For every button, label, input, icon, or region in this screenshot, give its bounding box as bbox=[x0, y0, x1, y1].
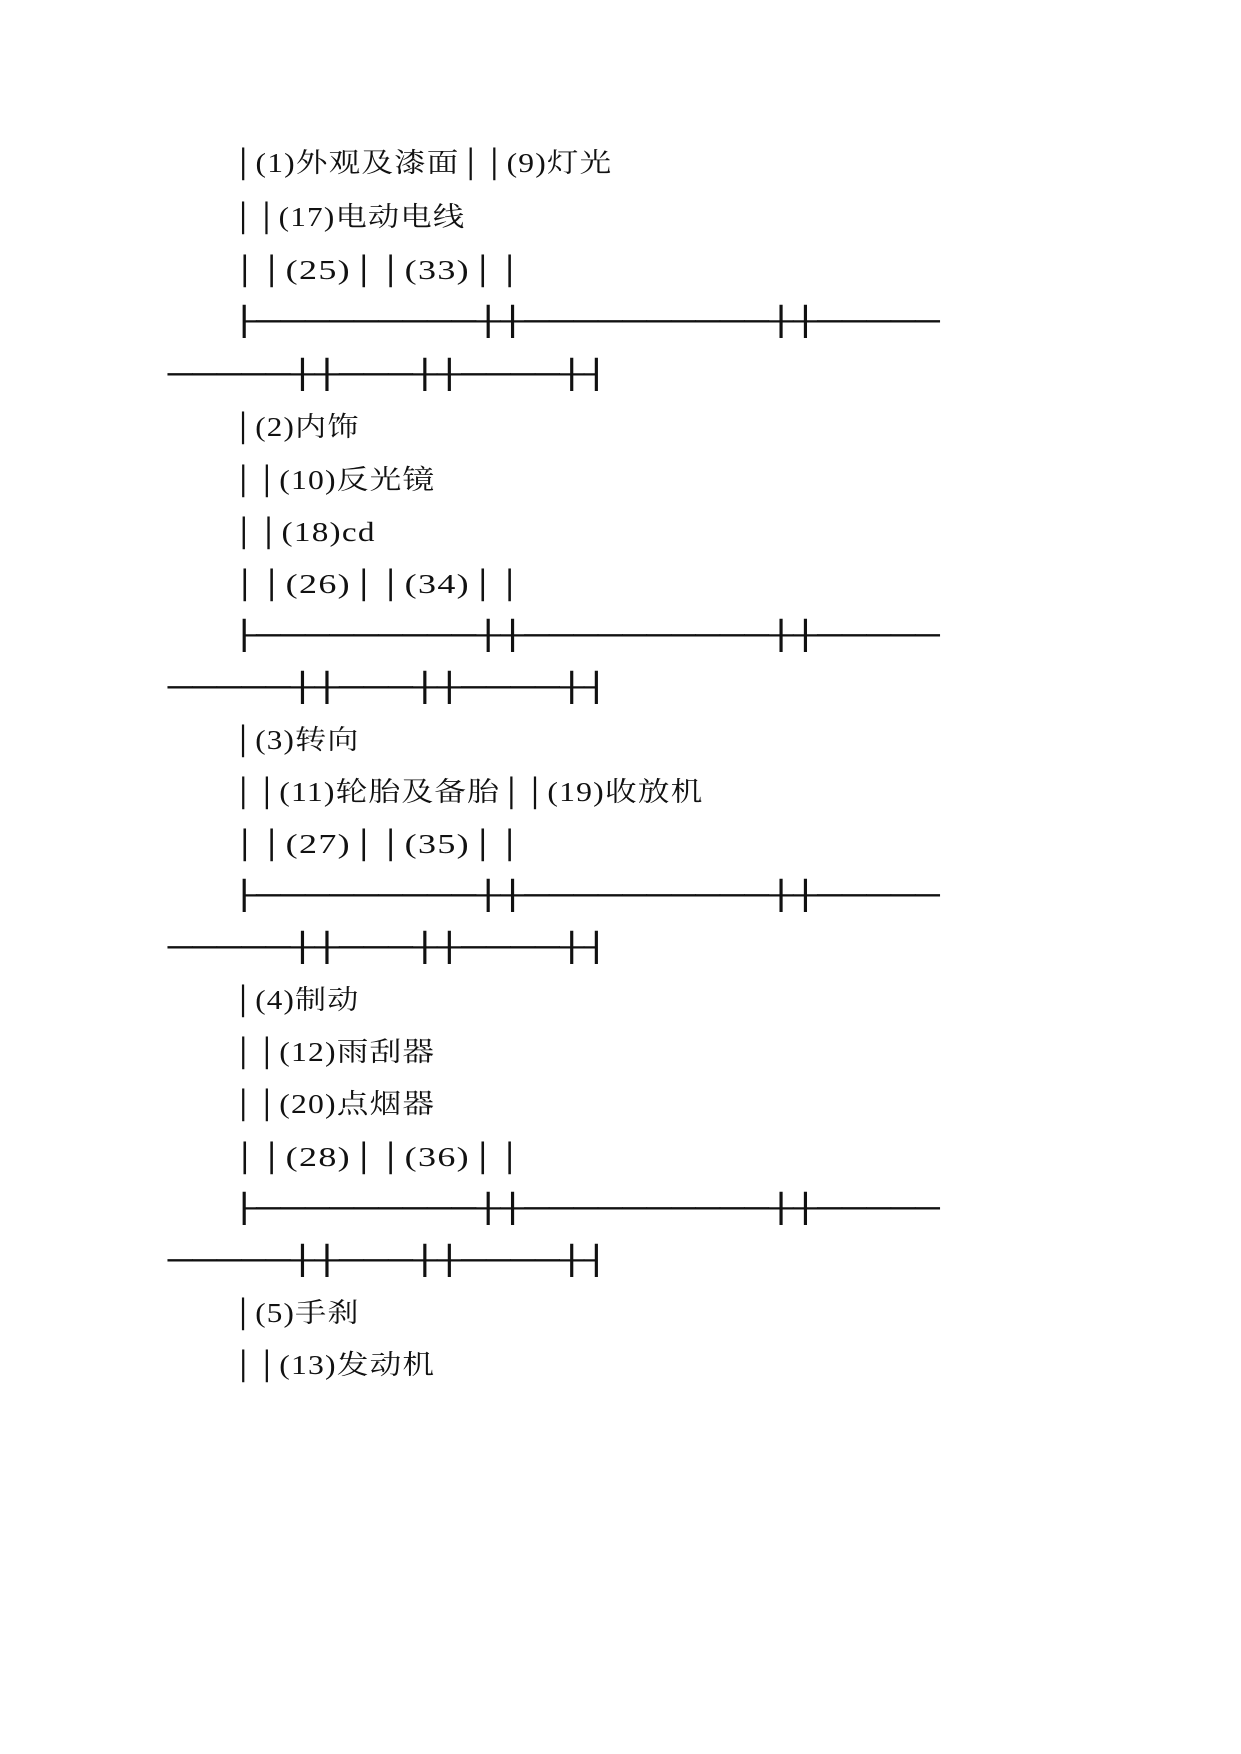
item-line: ││(25)││(33)││ bbox=[232, 255, 524, 285]
table-border-line: ─────┼┼───┼┼────┼┤ bbox=[168, 1244, 609, 1277]
item-line: │(4)制动 bbox=[232, 985, 360, 1015]
item-line: ││(11)轮胎及备胎││(19)收放机 bbox=[232, 777, 704, 807]
table-border-line: ├─────────┼┼──────────┼┼───── bbox=[232, 619, 940, 652]
item-line: ││(17)电动电线 bbox=[232, 202, 466, 232]
item-line: ││(26)││(34)││ bbox=[232, 569, 524, 599]
table-border-line: ─────┼┼───┼┼────┼┤ bbox=[168, 931, 609, 964]
item-line: ││(20)点烟器 bbox=[232, 1089, 436, 1119]
table-border-line: ├─────────┼┼──────────┼┼───── bbox=[232, 305, 940, 338]
item-line: ││(12)雨刮器 bbox=[232, 1037, 436, 1067]
item-line: ││(18)cd bbox=[232, 517, 376, 547]
item-line: │(5)手刹 bbox=[232, 1298, 360, 1328]
item-line: │(2)内饰 bbox=[232, 412, 360, 442]
table-border-line: ├─────────┼┼──────────┼┼───── bbox=[232, 1192, 940, 1225]
table-border-line: ├─────────┼┼──────────┼┼───── bbox=[232, 879, 940, 912]
table-border-line: ─────┼┼───┼┼────┼┤ bbox=[168, 358, 609, 391]
item-line: │(1)外观及漆面││(9)灯光 bbox=[232, 148, 613, 178]
item-line: │(3)转向 bbox=[232, 725, 360, 755]
item-line: ││(28)││(36)││ bbox=[232, 1142, 524, 1172]
item-line: ││(13)发动机 bbox=[232, 1350, 436, 1380]
table-border-line: ─────┼┼───┼┼────┼┤ bbox=[168, 671, 609, 704]
item-line: ││(10)反光镜 bbox=[232, 465, 436, 495]
item-line: ││(27)││(35)││ bbox=[232, 829, 524, 859]
